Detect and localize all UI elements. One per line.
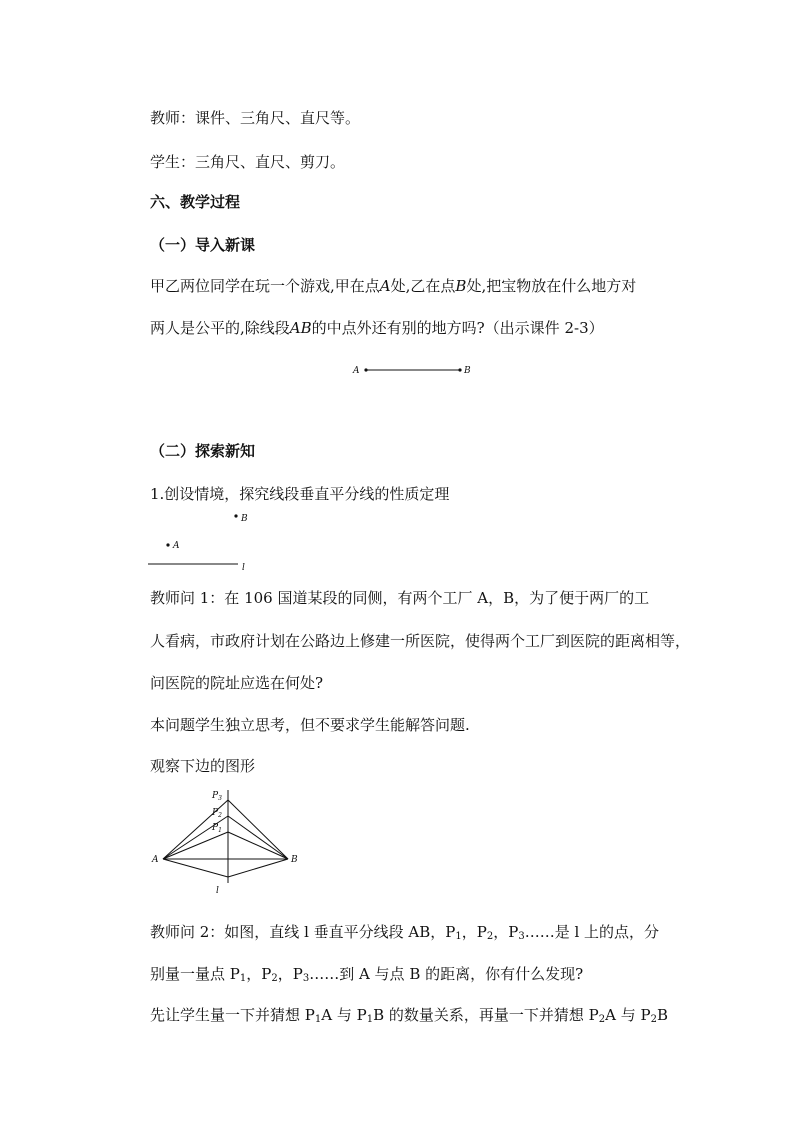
explore-step1: 1.创设情境，探究线段垂直平分线的性质定理 xyxy=(150,485,450,503)
text-span: 教师问 2：如图，直线 l 垂直平分线段 AB，P xyxy=(150,923,456,941)
measure-guess-paragraph xyxy=(150,1005,668,1025)
text-span: ，P xyxy=(246,965,272,983)
point-label: A xyxy=(379,277,391,295)
text-span: ，P xyxy=(493,923,519,941)
fig2-point-b xyxy=(234,514,237,517)
subscript: 1 xyxy=(239,973,247,984)
subscript: 1 xyxy=(455,931,462,942)
text-span: A 与 P xyxy=(605,1006,651,1024)
fig2-label-l: l xyxy=(242,563,245,573)
text-span: B 的数量关系，再量一下并猜想 P xyxy=(373,1006,599,1024)
text-span: ……到 A 与点 B 的距离，你有什么发现? xyxy=(309,965,584,983)
text-span: 的中点外还有别的地方吗?（出示课件 2-3） xyxy=(311,319,604,337)
subscript: 1 xyxy=(366,1014,374,1025)
fig1-point-b xyxy=(458,368,461,371)
text-span: A 与 P xyxy=(321,1006,367,1024)
text-span: 处,把宝物放在什么地方对 xyxy=(466,277,637,295)
fig1-label-b: B xyxy=(464,366,471,376)
text-span: 处,乙在点 xyxy=(390,277,456,295)
subsection-heading-intro: （一）导入新课 xyxy=(150,236,256,254)
observe-figure: 观察下边的图形 xyxy=(150,757,256,775)
fig3-line-b-lower xyxy=(228,859,288,877)
fig2-point-a xyxy=(166,543,169,546)
text-span: 甲乙两位同学在玩一个游戏,甲在点 xyxy=(150,277,380,295)
text-span: 两人是公平的,除线段 xyxy=(150,319,290,337)
fig3-line-bp3 xyxy=(228,800,288,859)
fig3-label-a: A xyxy=(152,855,159,865)
fig3-line-ap1 xyxy=(163,832,228,859)
figure-segment-ab xyxy=(345,360,485,380)
subscript: 3 xyxy=(302,973,310,984)
teacher-question2-line1 xyxy=(150,922,659,942)
subsection-heading-explore: （二）探索新知 xyxy=(150,442,256,460)
segment-label: AB xyxy=(289,319,312,337)
fig1-label-a: A xyxy=(353,366,360,376)
fig3-label-p2: $P_2$ xyxy=(212,808,222,819)
fig3-label-p3: $P_3$ xyxy=(212,791,222,802)
section-heading-teaching-process: 六、教学过程 xyxy=(150,193,241,211)
text-span: 别量一量点 P xyxy=(150,965,240,983)
fig3-line-bp1 xyxy=(228,832,288,859)
figure-factories-road xyxy=(148,508,258,573)
fig2-label-b: B xyxy=(241,514,248,524)
fig2-label-a: A xyxy=(173,541,180,551)
intro-paragraph-line2 xyxy=(150,318,604,338)
student-materials: 学生：三角尺、直尺、剪刀。 xyxy=(150,153,346,171)
point-label: B xyxy=(455,277,467,295)
subscript: 2 xyxy=(598,1014,606,1025)
subscript: 3 xyxy=(518,931,525,942)
text-span: ，P xyxy=(277,965,303,983)
intro-paragraph-line1 xyxy=(150,276,636,296)
figure-perpendicular-bisector xyxy=(148,785,308,900)
fig3-label-p1: $P_1$ xyxy=(212,823,222,834)
subscript: 1 xyxy=(314,1014,322,1025)
teacher-question1-line2: 人看病，市政府计划在公路边上修建一所医院，使得两个工厂到医院的距离相等， xyxy=(150,632,691,650)
fig3-line-a-lower xyxy=(163,859,228,877)
subscript: 2 xyxy=(486,931,494,942)
text-span: ……是 l 上的点，分 xyxy=(524,923,660,941)
text-span: 先让学生量一下并猜想 P xyxy=(150,1006,315,1024)
fig3-label-l: l xyxy=(216,886,219,896)
teacher-question1-line1: 教师问 1：在 106 国道某段的同侧，有两个工厂 A，B，为了便于两厂的工 xyxy=(150,589,650,607)
subscript: 2 xyxy=(650,1014,657,1025)
text-span: B xyxy=(656,1006,668,1024)
fig3-line-ap2 xyxy=(163,816,228,859)
question1-note: 本问题学生独立思考，但不要求学生能解答问题. xyxy=(150,716,470,734)
fig3-label-b: B xyxy=(291,855,298,865)
fig3-line-bp2 xyxy=(228,816,288,859)
text-span: ，P xyxy=(461,923,487,941)
teacher-materials: 教师：课件、三角尺、直尺等。 xyxy=(150,109,361,127)
teacher-question1-line3: 问医院的院址应选在何处? xyxy=(150,674,324,692)
teacher-question2-line2 xyxy=(150,964,583,984)
subscript: 2 xyxy=(271,973,278,984)
